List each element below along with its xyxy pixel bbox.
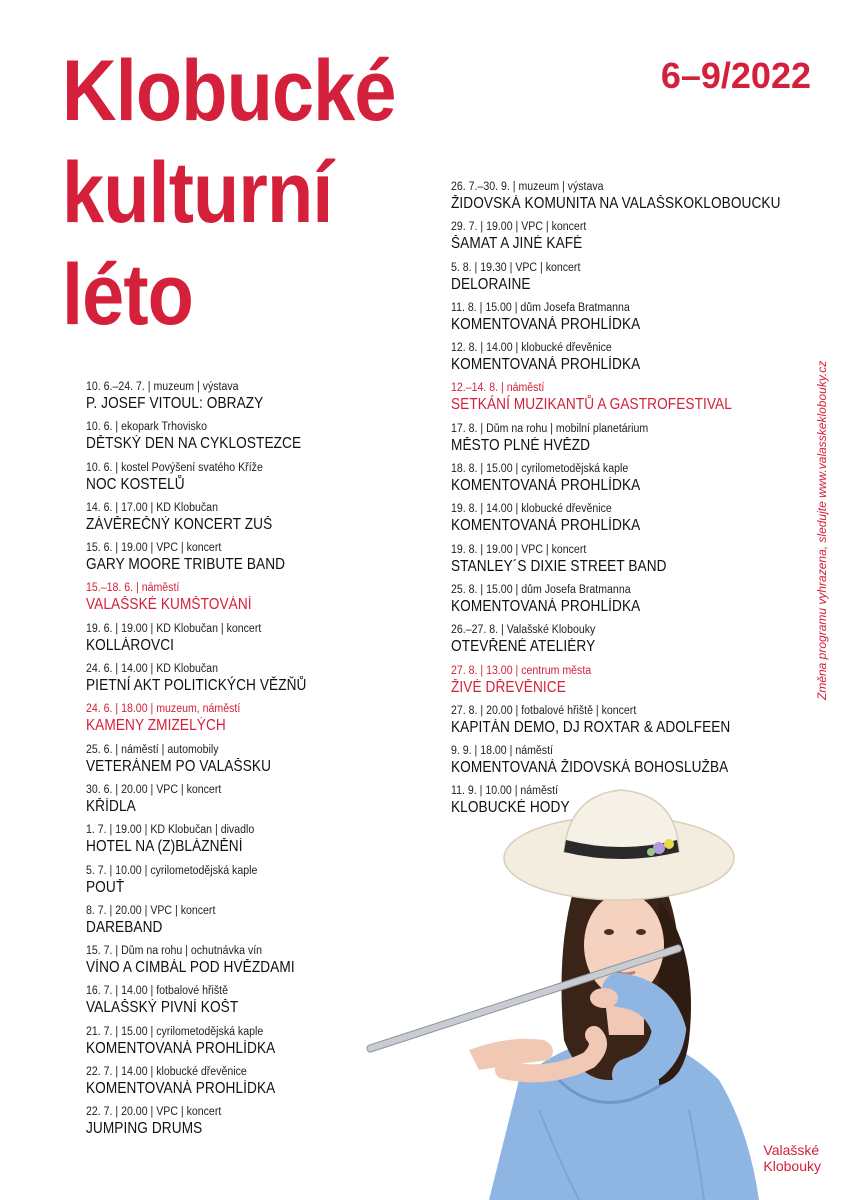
event-name: NOC KOSTELŮ <box>86 475 185 493</box>
event-item <box>86 380 446 420</box>
event-meta: 15.–18. 6. | náměstí <box>86 582 180 595</box>
event-name: KOMENTOVANÁ PROHLÍDKA <box>451 477 641 495</box>
event-item-highlighted <box>451 664 811 704</box>
event-meta: 12. 8. | 14.00 | klobucké dřevěnice <box>451 342 612 355</box>
event-name: KOMENTOVANÁ PROHLÍDKA <box>451 517 641 535</box>
event-meta: 26. 7.–30. 9. | muzeum | výstava <box>451 181 604 193</box>
event-item <box>451 180 811 220</box>
event-meta: 10. 6.–24. 7. | muzeum | výstava <box>86 381 239 393</box>
event-item <box>86 461 446 501</box>
event-item <box>451 623 811 663</box>
event-name: KOMENTOVANÁ PROHLÍDKA <box>451 356 641 374</box>
event-name: VALAŠSKÝ PIVNÍ KOŠT <box>86 999 239 1017</box>
event-name: ZÁVĚREČNÝ KONCERT ZUŠ <box>86 515 273 533</box>
event-name: KAMENY ZMIZELÝCH <box>86 717 226 735</box>
event-name: ŽIDOVSKÁ KOMUNITA NA VALAŠSKOKLOBOUCKU <box>451 195 781 212</box>
event-item <box>451 261 811 301</box>
event-meta: 21. 7. | 15.00 | cyrilometodějská kaple <box>86 1025 264 1038</box>
event-name: DELORAINE <box>451 275 531 293</box>
event-meta: 1. 7. | 19.00 | KD Klobučan | divadlo <box>86 824 255 837</box>
event-item <box>86 541 446 581</box>
event-meta: 29. 7. | 19.00 | VPC | koncert <box>451 221 587 234</box>
event-meta: 16. 7. | 14.00 | fotbalové hřiště <box>86 985 228 998</box>
event-meta: 15. 7. | Dům na rohu | ochutnávka vín <box>86 945 263 958</box>
event-name: KOMENTOVANÁ PROHLÍDKA <box>451 315 641 333</box>
event-item <box>451 543 811 583</box>
event-meta: 19. 6. | 19.00 | KD Klobučan | koncert <box>86 622 262 635</box>
event-meta: 17. 8. | Dům na rohu | mobilní planetárium <box>451 422 649 435</box>
title-line-3: léto <box>62 247 194 343</box>
event-name: KOMENTOVANÁ ŽIDOVSKÁ BOHOSLUŽBA <box>451 759 729 777</box>
event-name: STANLEY´S DIXIE STREET BAND <box>451 557 667 575</box>
event-meta: 18. 8. | 15.00 | cyrilometodějská kaple <box>451 463 629 476</box>
event-meta: 8. 7. | 20.00 | VPC | koncert <box>86 904 216 917</box>
event-name: P. JOSEF VITOUL: OBRAZY <box>86 395 264 412</box>
event-item <box>451 341 811 381</box>
event-meta: 11. 9. | 10.00 | náměstí <box>451 785 559 798</box>
event-name: KAPITÁN DEMO, DJ ROXTAR & ADOLFEEN <box>451 718 731 736</box>
event-name: KOMENTOVANÁ PROHLÍDKA <box>86 1080 276 1098</box>
event-meta: 10. 6. | ekopark Trhovisko <box>86 421 207 434</box>
event-item <box>451 220 811 260</box>
event-name: KOMENTOVANÁ PROHLÍDKA <box>86 1039 276 1057</box>
event-name: KOMENTOVANÁ PROHLÍDKA <box>451 597 641 615</box>
event-name: SETKÁNÍ MUZIKANTŮ A GASTROFESTIVAL <box>451 396 732 414</box>
event-item <box>451 502 811 542</box>
event-meta: 9. 9. | 18.00 | náměstí <box>451 745 553 758</box>
event-meta: 11. 8. | 15.00 | dům Josefa Bratmanna <box>451 301 630 314</box>
event-meta: 26.–27. 8. | Valašské Klobouky <box>451 624 596 637</box>
flute-player-photo <box>359 780 829 1200</box>
event-item-highlighted <box>86 581 446 621</box>
event-name: KŘÍDLA <box>86 797 136 815</box>
event-item <box>86 420 446 460</box>
event-name: PIETNÍ AKT POLITICKÝCH VĚZŇŮ <box>86 677 307 695</box>
event-name: OTEVŘENÉ ATELIÉRY <box>451 638 596 656</box>
event-name: KLOBUCKÉ HODY <box>451 799 570 817</box>
event-meta: 27. 8. | 13.00 | centrum města <box>451 664 592 677</box>
event-meta: 5. 8. | 19.30 | VPC | koncert <box>451 261 581 274</box>
event-item <box>86 662 446 702</box>
event-name: ŽIVÉ DŘEVĚNICE <box>451 678 566 696</box>
event-name: VÍNO A CIMBÁL POD HVĚZDAMI <box>86 959 295 977</box>
event-meta: 24. 6. | 18.00 | muzeum, náměstí <box>86 703 241 716</box>
event-meta: 5. 7. | 10.00 | cyrilometodějská kaple <box>86 864 258 877</box>
event-item <box>451 462 811 502</box>
logo-line-2: Klobouky <box>763 1158 821 1174</box>
title-line-1: Klobucké <box>62 43 396 139</box>
program-change-note-text: Změna programu vyhrazena, sledujte www.valasskeklobouky.cz <box>815 360 829 700</box>
event-meta: 12.–14. 8. | náměstí <box>451 382 545 395</box>
event-item <box>451 583 811 623</box>
event-name: GARY MOORE TRIBUTE BAND <box>86 556 286 574</box>
event-meta: 22. 7. | 20.00 | VPC | koncert <box>86 1106 222 1119</box>
town-logo <box>763 1142 821 1174</box>
event-meta: 14. 6. | 17.00 | KD Klobučan <box>86 501 218 514</box>
event-item <box>451 422 811 462</box>
event-name: VETERÁNEM PO VALAŠSKU <box>86 757 272 775</box>
event-name: DĚTSKÝ DEN NA CYKLOSTEZCE <box>86 435 302 453</box>
event-meta: 25. 6. | náměstí | automobily <box>86 743 219 756</box>
event-item <box>451 301 811 341</box>
event-item <box>451 704 811 744</box>
event-meta: 15. 6. | 19.00 | VPC | koncert <box>86 542 222 555</box>
event-name: DAREBAND <box>86 918 163 936</box>
event-meta: 10. 6. | kostel Povýšení svatého Kříže <box>86 461 263 474</box>
event-meta: 19. 8. | 19.00 | VPC | koncert <box>451 543 587 556</box>
event-item <box>86 501 446 541</box>
event-name: POUŤ <box>86 878 125 896</box>
event-meta: 24. 6. | 14.00 | KD Klobučan <box>86 663 218 676</box>
event-meta: 19. 8. | 14.00 | klobucké dřevěnice <box>451 503 612 516</box>
events-column-right <box>451 180 811 825</box>
event-meta: 25. 8. | 15.00 | dům Josefa Bratmanna <box>451 583 631 596</box>
program-change-note <box>815 340 835 700</box>
title-line-2: kulturní <box>62 145 333 241</box>
event-name: KOLLÁROVCI <box>86 636 175 654</box>
event-item-highlighted <box>451 381 811 421</box>
event-item-highlighted <box>86 702 446 742</box>
event-item <box>451 744 811 784</box>
event-name: HOTEL NA (Z)BLÁZNĚNÍ <box>86 838 243 856</box>
logo-line-1: Valašské <box>763 1142 820 1158</box>
event-meta: 27. 8. | 20.00 | fotbalové hřiště | koncert <box>451 704 637 717</box>
event-meta: 30. 6. | 20.00 | VPC | koncert <box>86 783 222 796</box>
event-meta: 22. 7. | 14.00 | klobucké dřevěnice <box>86 1066 247 1079</box>
event-name: JUMPING DRUMS <box>86 1120 203 1138</box>
event-name: ŠAMAT A JINÉ KAFÉ <box>451 235 583 253</box>
event-name: MĚSTO PLNÉ HVĚZD <box>451 436 591 454</box>
season-label: 6–9/2022 <box>660 55 811 96</box>
event-name: VALAŠSKÉ KUMŠTOVÁNÍ <box>86 596 252 614</box>
event-item <box>86 622 446 662</box>
event-item <box>86 743 446 783</box>
